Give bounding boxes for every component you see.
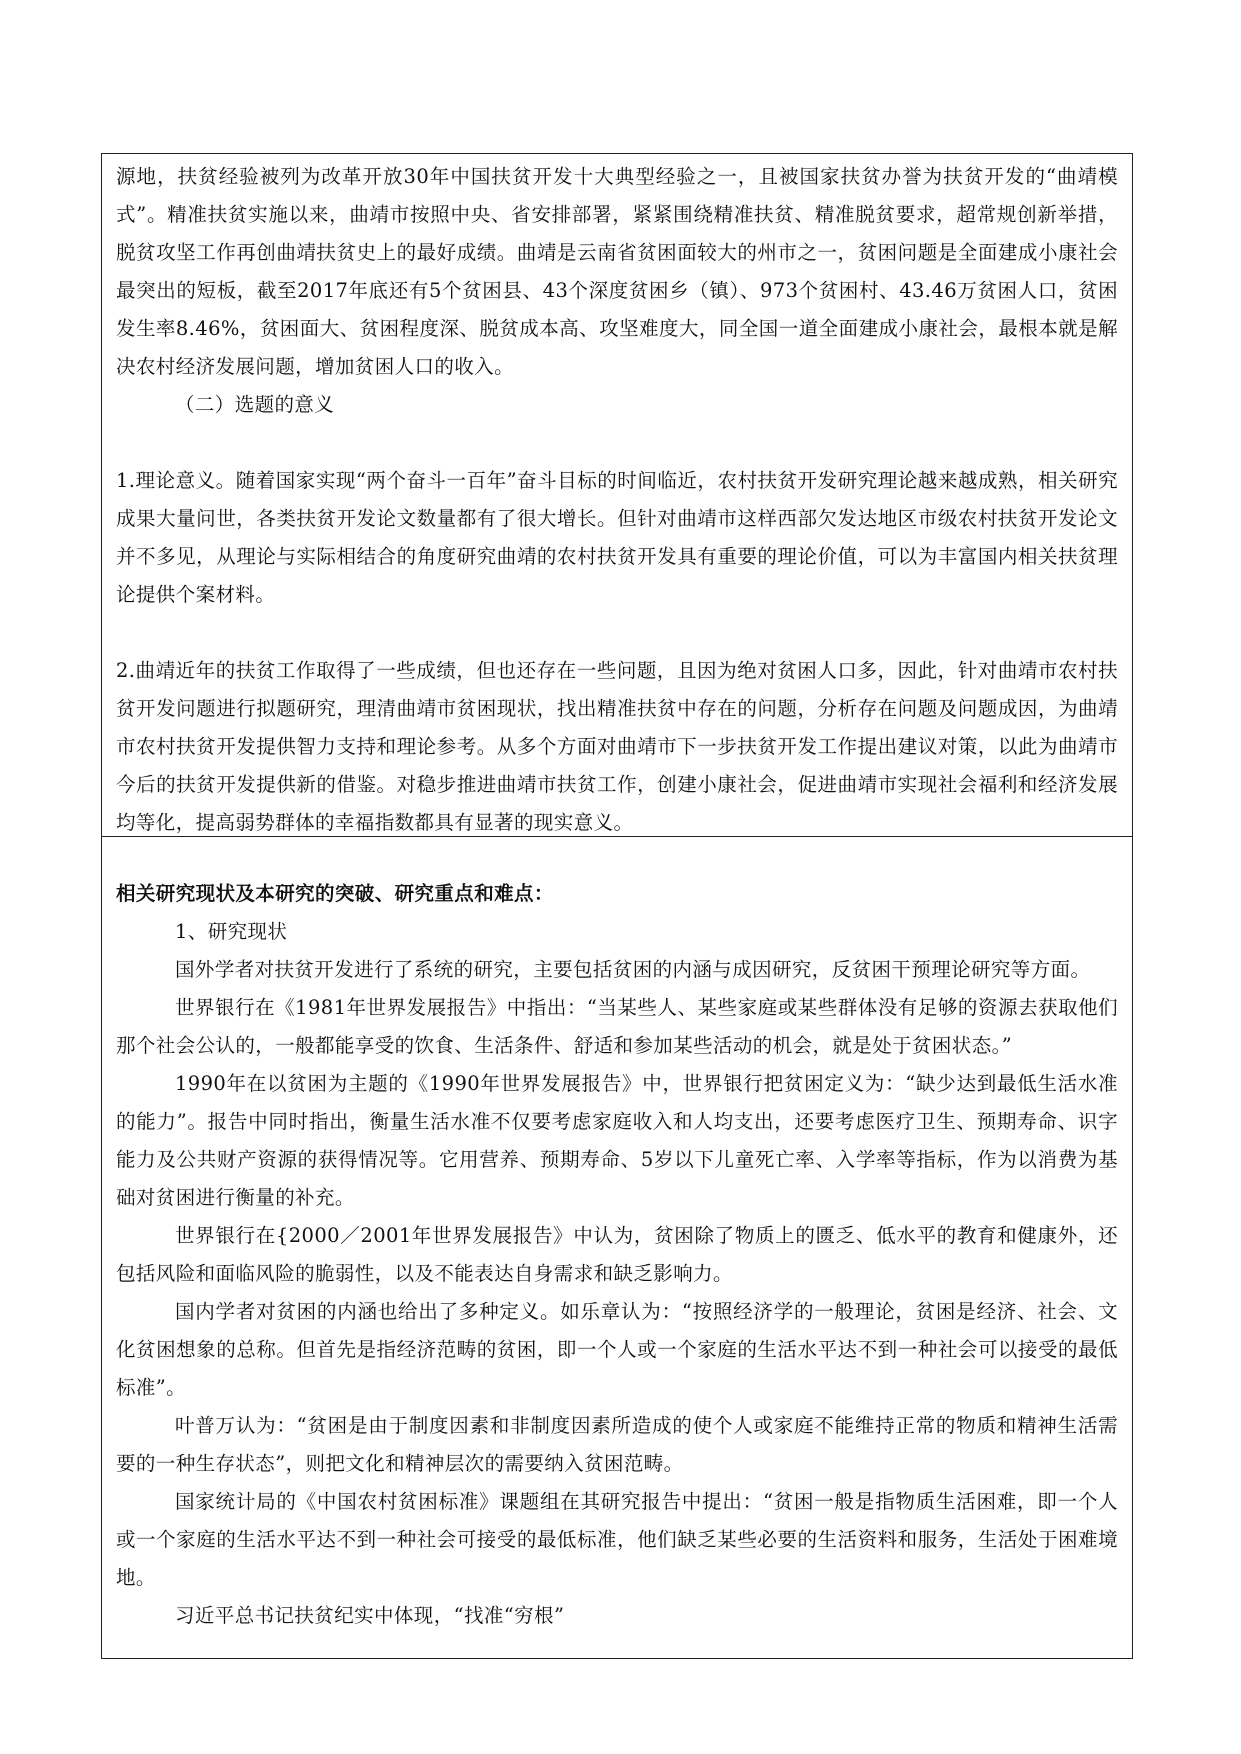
- research-status-cell: [102, 837, 1132, 1658]
- research-status-subheading: 1、研究现状: [175, 920, 288, 943]
- body-paragraph: 国外学者对扶贫开发进行了系统的研究，主要包括贫困的内涵与成因研究，反贫困干预理论研究等方面。: [175, 958, 1091, 981]
- body-paragraph: 1990年在以贫困为主题的《1990年世界发展报告》中，世界银行把贫困定义为：“缺少达到最低生活水准的能力”。报告中同时指出，衡量生活水准不仅要考虑家庭收入和人均支出，还要考虑医疗卫生、预期寿命、识字能力及公共财产资源的获得情况等。它用营养、预期寿命、5岁以下儿童死亡率、入学率等指标，作为以消费为基础对贫困进行衡量的补充。: [116, 1072, 1118, 1209]
- document-table: [101, 153, 1133, 1659]
- background-paragraph: 源地，扶贫经验被列为改革开放30年中国扶贫开发十大典型经验之一，且被国家扶贫办誉为扶贫开发的“曲靖模式”。精准扶贫实施以来，曲靖市按照中央、省安排部署，紧紧围绕精准扶贫、精准脱贫要求，超常规创新举措，脱贫攻坚工作再创曲靖扶贫史上的最好成绩。曲靖是云南省贫困面较大的州市之一，贫困问题是全面建成小康社会最突出的短板，截至2017年底还有5个贫困县、43个深度贫困乡（镇）、973个贫困村、43.46万贫困人口，贫困发生率8.46%，贫困面大、贫困程度深、脱贫成本高、攻坚难度大，同全国一道全面建成小康社会，最根本就是解决农村经济发展问题，增加贫困人口的收入。: [116, 165, 1118, 378]
- body-paragraph: 叶普万认为：“贫困是由于制度因素和非制度因素所造成的使个人或家庭不能维持正常的物质和精神生活需要的一种生存状态”，则把文化和精神层次的需要纳入贫困范畴。: [116, 1414, 1118, 1475]
- body-paragraph: 世界银行在《1981年世界发展报告》中指出：“当某些人、某些家庭或某些群体没有足够的资源去获取他们那个社会公认的，一般都能享受的饮食、生活条件、舒适和参加某些活动的机会，就是处于贫困状态。”: [116, 996, 1118, 1057]
- body-paragraph: 国家统计局的《中国农村贫困标准》课题组在其研究报告中提出：“贫困一般是指物质生活困难，即一个人或一个家庭的生活水平达不到一种社会可接受的最低标准，他们缺乏某些必要的生活资料和服务，生活处于困难境地。: [116, 1490, 1118, 1589]
- topic-background-cell: [102, 154, 1132, 837]
- body-paragraph: 国内学者对贫困的内涵也给出了多种定义。如乐章认为：“按照经济学的一般理论，贫困是经济、社会、文化贫困想象的总称。但首先是指经济范畴的贫困，即一个人或一个家庭的生活水平达不到一种社会可以接受的最低标准”。: [116, 1300, 1118, 1399]
- theoretical-significance-paragraph: 1.理论意义。随着国家实现“两个奋斗一百年”奋斗目标的时间临近，农村扶贫开发研究理论越来越成熟，相关研究成果大量问世，各类扶贫开发论文数量都有了很大增长。但针对曲靖市这样西部欠发达地区市级农村扶贫开发论文并不多见，从理论与实际相结合的角度研究曲靖的农村扶贫开发具有重要的理论价值，可以为丰富国内相关扶贫理论提供个案材料。: [116, 469, 1118, 606]
- body-paragraph: 习近平总书记扶贫纪实中体现，“找准“穷根”: [175, 1604, 565, 1627]
- body-paragraph: 世界银行在{2000／2001年世界发展报告》中认为，贫困除了物质上的匮乏、低水平的教育和健康外，还包括风险和面临风险的脆弱性，以及不能表达自身需求和缺乏影响力。: [116, 1224, 1118, 1285]
- practical-significance-paragraph: 2.曲靖近年的扶贫工作取得了一些成绩，但也还存在一些问题，且因为绝对贫困人口多，因此，针对曲靖市农村扶贫开发问题进行拟题研究，理清曲靖市贫困现状，找出精准扶贫中存在的问题，分析存在问题及问题成因，为曲靖市农村扶贫开发提供智力支持和理论参考。从多个方面对曲靖市下一步扶贫开发工作提出建议对策，以此为曲靖市今后的扶贫开发提供新的借鉴。对稳步推进曲靖市扶贫工作，创建小康社会，促进曲靖市实现社会福利和经济发展均等化，提高弱势群体的幸福指数都具有显著的现实意义。: [116, 659, 1118, 834]
- research-status-heading: 相关研究现状及本研究的突破、研究重点和难点：: [116, 882, 554, 905]
- significance-subheading: （二）选题的意义: [175, 393, 335, 416]
